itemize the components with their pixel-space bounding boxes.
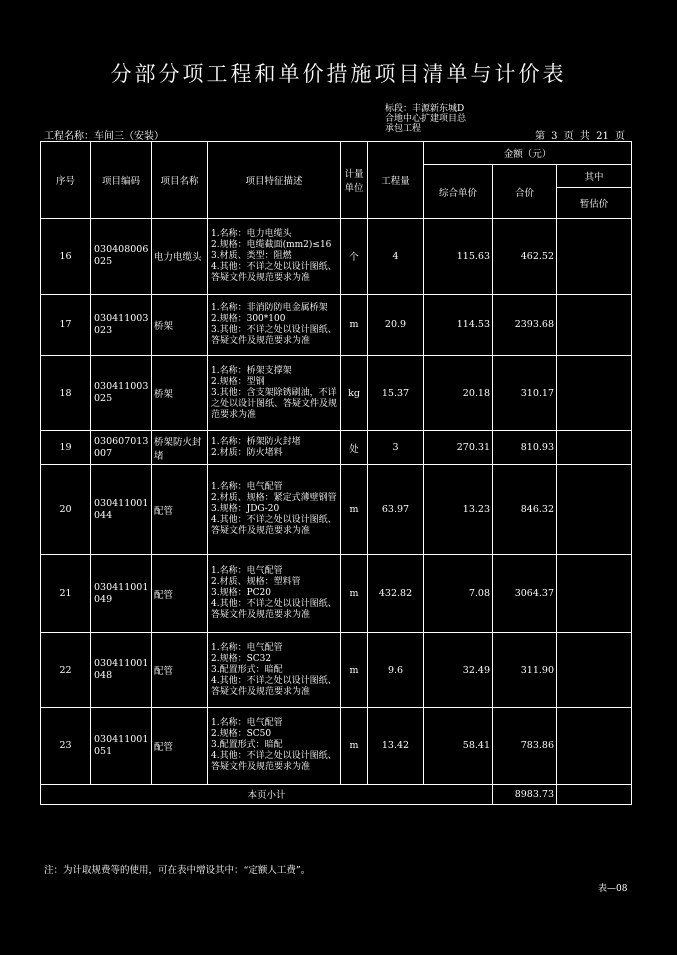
page-info: 第 3 页 共 21 页 <box>535 131 625 142</box>
table-row <box>41 633 632 708</box>
header-of-which: 其中 <box>557 165 632 188</box>
cell-provisional <box>557 294 632 356</box>
table-row <box>41 555 632 633</box>
cell-qty: 9.6 <box>368 633 424 708</box>
cell-unit: m <box>341 633 368 708</box>
cell-seq: 18 <box>41 356 91 431</box>
feature-line: 1.名称：非消防防电金属桥架 <box>211 302 328 313</box>
header-features: 项目特征描述 <box>208 142 341 219</box>
section-line: 合地中心扩建项目总 <box>385 114 467 124</box>
cell-seq: 21 <box>41 555 91 633</box>
cell-unit-price: 58.41 <box>424 707 493 784</box>
feature-line: 4.其他：不详之处以设计图纸、答疑文件及规范要求为准 <box>211 751 337 773</box>
subtotal-row <box>41 784 632 804</box>
header-code: 项目编码 <box>91 142 152 219</box>
cell-features <box>208 555 341 633</box>
feature-line: 3.规格：JDG-20 <box>211 504 280 515</box>
cell-unit: 处 <box>341 431 368 465</box>
cell-features <box>208 294 341 356</box>
cell-total: 810.93 <box>493 431 557 465</box>
footnote: 注：为计取规费等的使用，可在表中增设其中：“定额人工费”。 <box>44 865 311 876</box>
cell-provisional <box>557 633 632 708</box>
cell-features <box>208 356 341 431</box>
feature-line: 3.其他：含支架除锈刷油，不详之处以设计图纸、答疑文件及规范要求为准 <box>211 387 338 420</box>
cell-unit: kg <box>341 356 368 431</box>
cell-unit-price: 115.63 <box>424 218 493 294</box>
feature-line: 2.材质：防火堵料 <box>211 447 283 458</box>
cell-unit: m <box>341 707 368 784</box>
cell-provisional <box>557 465 632 555</box>
cell-total: 783.86 <box>493 707 557 784</box>
feature-line: 4.其他：不详之处以设计图纸、答疑文件及规范要求为准 <box>211 515 337 537</box>
cell-name: 桥架 <box>152 294 208 356</box>
cell-total: 3064.37 <box>493 555 557 633</box>
cell-unit-price: 13.23 <box>424 465 493 555</box>
cell-unit-price: 270.31 <box>424 431 493 465</box>
feature-line: 1.名称：电气配管 <box>211 482 283 493</box>
feature-line: 2.材质、规格：紧定式薄壁钢管 <box>211 493 337 504</box>
cell-qty: 3 <box>368 431 424 465</box>
cell-code: 030607013007 <box>91 431 152 465</box>
cell-unit-price: 114.53 <box>424 294 493 356</box>
cell-code: 030411001044 <box>91 465 152 555</box>
feature-line: 1.名称：电气配管 <box>211 642 283 653</box>
cell-code: 030411001051 <box>91 707 152 784</box>
cell-qty: 4 <box>368 218 424 294</box>
cell-seq: 20 <box>41 465 91 555</box>
header-qty: 工程量 <box>368 142 424 219</box>
cell-provisional <box>557 356 632 431</box>
cell-provisional <box>557 707 632 784</box>
cell-provisional <box>557 218 632 294</box>
cell-name: 配管 <box>152 707 208 784</box>
cell-qty: 13.42 <box>368 707 424 784</box>
header-amount: 金额（元） <box>424 142 632 165</box>
feature-line: 2.材质、规格：塑料管 <box>211 577 301 588</box>
feature-line: 2.规格：型钢 <box>211 376 265 387</box>
table-row <box>41 356 632 431</box>
cell-seq: 23 <box>41 707 91 784</box>
cell-total: 846.32 <box>493 465 557 555</box>
feature-line: 1.名称：桥架支撑架 <box>211 365 292 376</box>
pricing-table <box>40 141 632 805</box>
header-unit: 计量单位 <box>341 142 368 219</box>
table-row <box>41 294 632 356</box>
cell-seq: 16 <box>41 218 91 294</box>
feature-line: 4.其他：不详之处以设计图纸、答疑文件及规范要求为准 <box>211 599 337 621</box>
form-number: 表—08 <box>598 884 628 894</box>
cell-features <box>208 707 341 784</box>
feature-line: 3.配置形式：暗配 <box>211 664 283 675</box>
section-label <box>385 104 466 134</box>
cell-qty: 20.9 <box>368 294 424 356</box>
table-row <box>41 465 632 555</box>
cell-provisional <box>557 555 632 633</box>
cell-unit: m <box>341 465 368 555</box>
section-line: 标段：丰源新东城D <box>385 104 465 114</box>
cell-code: 030411003023 <box>91 294 152 356</box>
cell-name: 配管 <box>152 465 208 555</box>
cell-unit: m <box>341 555 368 633</box>
cell-qty: 432.82 <box>368 555 424 633</box>
cell-total: 311.90 <box>493 633 557 708</box>
section-line: 承包工程 <box>385 124 422 134</box>
cell-features <box>208 633 341 708</box>
cell-name: 配管 <box>152 633 208 708</box>
cell-features <box>208 465 341 555</box>
cell-seq: 19 <box>41 431 91 465</box>
feature-line: 1.名称：电力电缆头 <box>211 228 292 239</box>
cell-provisional <box>557 431 632 465</box>
cell-name: 电力电缆头 <box>152 218 208 294</box>
feature-line: 1.名称：电气配管 <box>211 718 283 729</box>
feature-line: 2.规格：SC50 <box>211 729 272 740</box>
page-title: 分部分项工程和单价措施项目清单与计价表 <box>110 62 567 86</box>
feature-line: 4.其他：不详之处以设计图纸、答疑文件及规范要求为准 <box>211 675 337 697</box>
header-name: 项目名称 <box>152 142 208 219</box>
header-provisional: 暂估价 <box>557 188 632 218</box>
table-row <box>41 218 632 294</box>
header-unit-price: 综合单价 <box>424 165 493 219</box>
header-seq: 序号 <box>41 142 91 219</box>
feature-line: 2.规格：300*100 <box>211 313 286 324</box>
cell-features <box>208 218 341 294</box>
cell-seq: 22 <box>41 633 91 708</box>
feature-line: 2.规格：电缆截面(mm2)≤16 <box>211 239 332 250</box>
table-row <box>41 707 632 784</box>
cell-unit-price: 20.18 <box>424 356 493 431</box>
feature-line: 4.其他：不详之处以设计图纸、答疑文件及规范要求为准 <box>211 261 337 283</box>
subtotal-provisional <box>557 784 632 804</box>
feature-line: 3.规格：PC20 <box>211 588 271 599</box>
feature-line: 3.配置形式：暗配 <box>211 740 283 751</box>
project-name: 工程名称：车间三（安装） <box>44 131 164 142</box>
cell-name: 配管 <box>152 555 208 633</box>
cell-name: 桥架防火封堵 <box>152 431 208 465</box>
feature-line: 3.材质、类型：阻燃 <box>211 250 292 261</box>
feature-line: 1.名称：桥架防火封堵 <box>211 436 301 447</box>
feature-line: 1.名称：电气配管 <box>211 566 283 577</box>
feature-line: 2.规格：SC32 <box>211 653 272 664</box>
cell-code: 030411001049 <box>91 555 152 633</box>
cell-qty: 15.37 <box>368 356 424 431</box>
cell-total: 462.52 <box>493 218 557 294</box>
cell-code: 030411003025 <box>91 356 152 431</box>
cell-seq: 17 <box>41 294 91 356</box>
cell-qty: 63.97 <box>368 465 424 555</box>
cell-code: 030411001048 <box>91 633 152 708</box>
table-row <box>41 431 632 465</box>
cell-unit-price: 32.49 <box>424 633 493 708</box>
cell-total: 2393.68 <box>493 294 557 356</box>
cell-features <box>208 431 341 465</box>
subtotal-label: 本页小计 <box>41 784 493 804</box>
cell-unit-price: 7.08 <box>424 555 493 633</box>
cell-code: 030408006025 <box>91 218 152 294</box>
feature-line: 3.其他：不详之处以设计图纸、答疑文件及规范要求为准 <box>211 324 337 346</box>
header-total: 合价 <box>493 165 557 219</box>
cell-name: 桥架 <box>152 356 208 431</box>
cell-unit: 个 <box>341 218 368 294</box>
cell-total: 310.17 <box>493 356 557 431</box>
subtotal-value: 8983.73 <box>493 784 557 804</box>
cell-unit: m <box>341 294 368 356</box>
